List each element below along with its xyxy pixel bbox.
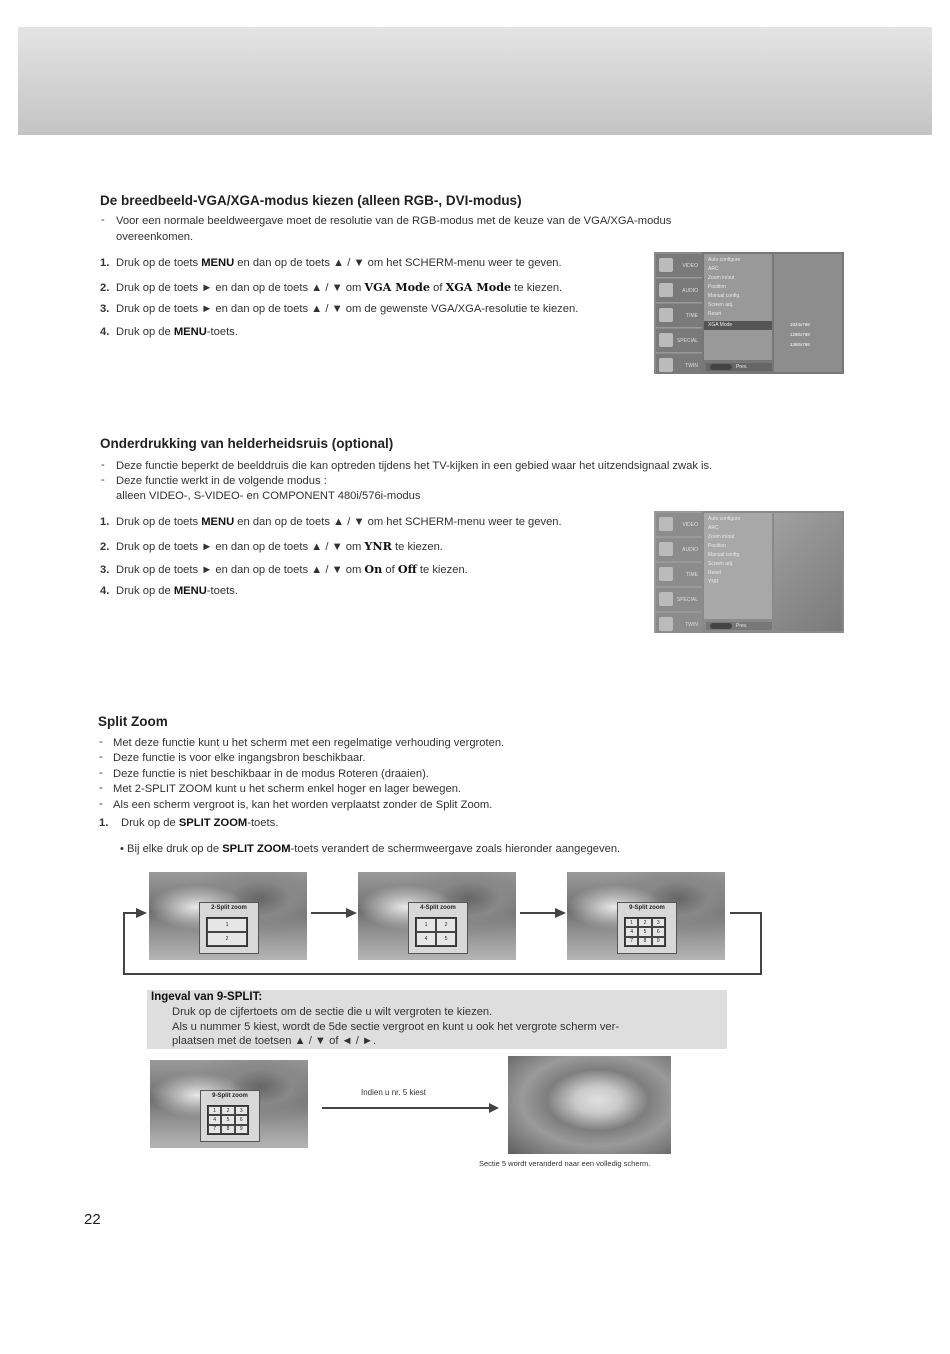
bullet-text: Deze functie beperkt de beelddruis die kan optreden tijdens het TV-kijken in een gebied waar het uitzendsignaal zwak is. bbox=[116, 460, 713, 472]
bullet-text: Met deze functie kunt u het scherm met een regelmatige verhouding vergroten. bbox=[113, 737, 505, 749]
zoomed-section-5-image bbox=[508, 1056, 671, 1154]
step-1: 1. Druk op de toets MENU en dan op de toets ▲ / ▼ om het SCHERM-menu weer te geven. bbox=[100, 257, 562, 269]
osd-panel bbox=[200, 1090, 260, 1142]
footer-label: Prev. bbox=[736, 623, 748, 629]
menu-item: Zoom in/out bbox=[708, 275, 735, 281]
bullet-text: Met 2-SPLIT ZOOM kunt u het scherm enkel hoger en lager bewegen. bbox=[113, 783, 462, 795]
dash-bullet: - bbox=[101, 214, 105, 226]
loop-line bbox=[730, 912, 762, 914]
grid-cell: 7 bbox=[625, 937, 638, 946]
split-grid bbox=[206, 917, 248, 947]
menu-tab-twin: TWIN bbox=[656, 613, 702, 633]
menu-tab-audio: AUDIO bbox=[656, 538, 702, 562]
menu-item: ARC bbox=[708, 525, 719, 531]
dash-bullet: - bbox=[99, 798, 103, 810]
special-icon bbox=[659, 592, 673, 606]
resolution-option: 1280x768 bbox=[790, 332, 810, 337]
tv-screen-4-split bbox=[358, 872, 516, 960]
nine-split-text: plaatsen met de toetsen ▲ / ▼ of ◄ / ►. bbox=[172, 1035, 377, 1047]
video-icon bbox=[659, 258, 673, 272]
section-title-noise: Onderdrukking van helderheidsruis (optional) bbox=[100, 436, 394, 451]
grid-cell: 6 bbox=[652, 927, 665, 936]
screen-menu-vga bbox=[654, 252, 844, 374]
osd-title: 4-Split zoom bbox=[420, 905, 456, 911]
step-2: 2. Druk op de toets ► en dan op de toets ▲ / ▼ om VGA Mode of XGA Mode te kiezen. bbox=[100, 280, 563, 294]
menu-item: Position bbox=[708, 543, 726, 549]
tv-screen-2-split bbox=[149, 872, 307, 960]
grid-cell: 1 bbox=[208, 1106, 221, 1115]
menu-tab-time: TIME bbox=[656, 304, 702, 328]
video-icon bbox=[659, 517, 673, 531]
dash-bullet: - bbox=[99, 782, 103, 794]
grid-cell: 7 bbox=[208, 1125, 221, 1134]
screen-menu-ynr bbox=[654, 511, 844, 633]
nine-split-text: Als u nummer 5 kiest, wordt de 5de sectie vergroot en kunt u ook het vergrote scherm ver- bbox=[172, 1021, 620, 1033]
dash-bullet: - bbox=[101, 474, 105, 486]
menu-tab-audio: AUDIO bbox=[656, 279, 702, 303]
audio-icon bbox=[659, 542, 673, 556]
osd-title: 9-Split zoom bbox=[629, 905, 665, 911]
grid-cell: 3 bbox=[235, 1106, 248, 1115]
audio-icon bbox=[659, 283, 673, 297]
grid-cell: 9 bbox=[235, 1125, 248, 1134]
menu-item: Auto configure bbox=[708, 257, 741, 263]
arrow-right-icon bbox=[555, 908, 566, 918]
grid-cell: 1 bbox=[625, 918, 638, 927]
step-4: 4. Druk op de MENU-toets. bbox=[100, 326, 238, 338]
zoom-caption: Sectie 5 wordt veranderd naar een volledig scherm. bbox=[479, 1159, 651, 1168]
arrow-line bbox=[311, 912, 351, 914]
time-icon bbox=[659, 308, 673, 322]
step-3: 3. Druk op de toets ► en dan op de toets ▲ / ▼ om de gewenste VGA/XGA-resolutie te kiezen. bbox=[100, 303, 579, 315]
split-zoom-sub-note: • Bij elke druk op de SPLIT ZOOM-toets verandert de schermweergave zoals hieronder aangegeven. bbox=[120, 843, 621, 855]
osd-title: 2-Split zoom bbox=[211, 905, 247, 911]
step-1: 1. Druk op de toets MENU en dan op de toets ▲ / ▼ om het SCHERM-menu weer te geven. bbox=[100, 516, 562, 528]
tv-screen-9-split-example bbox=[150, 1060, 308, 1148]
twin-icon bbox=[659, 617, 673, 631]
special-icon bbox=[659, 333, 673, 347]
nine-split-title: Ingeval van 9-SPLIT: bbox=[151, 991, 263, 1003]
grid-cell: 3 bbox=[652, 918, 665, 927]
bullet-text: Deze functie werkt in de volgende modus : bbox=[116, 475, 327, 487]
grid-cell: 8 bbox=[221, 1125, 234, 1134]
menu-submenu-panel bbox=[774, 254, 842, 372]
step-3: 3. Druk op de toets ► en dan op de toets ▲ / ▼ om On of Off te kiezen. bbox=[100, 562, 468, 576]
intro-text: Voor een normale beeldweergave moet de resolutie van de RGB-modus met de keuze van de VGA/XGA-modus bbox=[116, 215, 672, 227]
split-grid bbox=[415, 917, 457, 947]
grid-cell: 9 bbox=[652, 937, 665, 946]
menu-tab-special: SPECIAL bbox=[656, 329, 702, 353]
grid-cell: 6 bbox=[235, 1115, 248, 1124]
menu-item: YNR bbox=[708, 579, 719, 585]
dash-bullet: - bbox=[101, 459, 105, 471]
dash-bullet: - bbox=[99, 751, 103, 763]
menu-item: Manual config. bbox=[708, 293, 741, 299]
arrow-right-icon bbox=[136, 908, 147, 918]
osd-panel bbox=[199, 902, 259, 954]
bullet-text: Deze functie is voor elke ingangsbron beschikbaar. bbox=[113, 752, 366, 764]
menu-tab-twin: TWIN bbox=[656, 354, 702, 374]
grid-cell: 4 bbox=[208, 1115, 221, 1124]
menu-item: Position bbox=[708, 284, 726, 290]
grid-cell: 5 bbox=[638, 927, 651, 936]
grid-cell: 4 bbox=[416, 932, 436, 946]
prev-pill bbox=[710, 364, 732, 370]
menu-footer bbox=[706, 363, 772, 371]
arrow-line bbox=[520, 912, 560, 914]
intro-text-cont: overeenkomen. bbox=[116, 231, 194, 243]
menu-item: Auto configure bbox=[708, 516, 741, 522]
menu-tab-special: SPECIAL bbox=[656, 588, 702, 612]
resolution-option: 1360x768 bbox=[790, 342, 810, 347]
loop-line bbox=[123, 912, 125, 975]
bullet-text: Als een scherm vergroot is, kan het worden verplaatst zonder de Split Zoom. bbox=[113, 799, 493, 811]
arrow-right-icon bbox=[346, 908, 357, 918]
section-title-split-zoom: Split Zoom bbox=[98, 714, 168, 729]
menu-item: Screen adj. bbox=[708, 302, 734, 308]
menu-item-selected: XGA Mode bbox=[708, 322, 733, 328]
split-zoom-step-1: 1. Druk op de SPLIT ZOOM-toets. bbox=[99, 817, 279, 829]
bullet-text-cont: alleen VIDEO-, S-VIDEO- en COMPONENT 480i/576i-modus bbox=[116, 490, 421, 502]
dash-bullet: - bbox=[99, 736, 103, 748]
header-band bbox=[18, 27, 932, 135]
loop-line bbox=[760, 912, 762, 975]
footer-label: Prev. bbox=[736, 364, 748, 370]
menu-item: ARC bbox=[708, 266, 719, 272]
loop-line bbox=[123, 973, 762, 975]
time-icon bbox=[659, 567, 673, 581]
grid-cell: 1 bbox=[416, 918, 436, 932]
grid-cell: 5 bbox=[436, 932, 456, 946]
osd-title: 9-Split zoom bbox=[212, 1093, 248, 1099]
section-title-vga-xga: De breedbeeld-VGA/XGA-modus kiezen (alleen RGB-, DVI-modus) bbox=[100, 193, 522, 208]
twin-icon bbox=[659, 358, 673, 372]
menu-item: Screen adj. bbox=[708, 561, 734, 567]
menu-submenu-panel bbox=[774, 513, 842, 631]
grid-cell: 2 bbox=[436, 918, 456, 932]
bullet-text: Deze functie is niet beschikbaar in de modus Roteren (draaien). bbox=[113, 768, 429, 780]
menu-tab-video: VIDEO bbox=[656, 254, 702, 278]
tv-screen-9-split bbox=[567, 872, 725, 960]
split-grid bbox=[207, 1105, 249, 1135]
page-number: 22 bbox=[84, 1211, 101, 1228]
menu-items-panel bbox=[704, 254, 772, 360]
example-arrow-label: Indien u nr. 5 kiest bbox=[361, 1088, 426, 1097]
menu-item: Reset bbox=[708, 311, 722, 317]
grid-cell: 2 bbox=[221, 1106, 234, 1115]
grid-cell: 8 bbox=[638, 937, 651, 946]
resolution-option: 1024x768 bbox=[790, 322, 810, 327]
arrow-line bbox=[322, 1107, 492, 1109]
menu-tab-time: TIME bbox=[656, 563, 702, 587]
grid-cell: 5 bbox=[221, 1115, 234, 1124]
osd-panel bbox=[408, 902, 468, 954]
grid-cell: 4 bbox=[625, 927, 638, 936]
menu-item: Manual config. bbox=[708, 552, 741, 558]
split-grid bbox=[624, 917, 666, 947]
menu-item: Zoom in/out bbox=[708, 534, 735, 540]
prev-pill bbox=[710, 623, 732, 629]
step-2: 2. Druk op de toets ► en dan op de toets ▲ / ▼ om YNR te kiezen. bbox=[100, 539, 443, 553]
arrow-right-icon bbox=[489, 1103, 499, 1113]
dash-bullet: - bbox=[99, 767, 103, 779]
menu-items-panel bbox=[704, 513, 772, 619]
osd-panel bbox=[617, 902, 677, 954]
step-4: 4. Druk op de MENU-toets. bbox=[100, 585, 238, 597]
nine-split-text: Druk op de cijfertoets om de sectie die u wilt vergroten te kiezen. bbox=[172, 1006, 493, 1018]
menu-tab-video: VIDEO bbox=[656, 513, 702, 537]
grid-cell: 2 bbox=[207, 932, 247, 946]
menu-footer bbox=[706, 622, 772, 630]
grid-cell: 1 bbox=[207, 918, 247, 932]
menu-item: Reset bbox=[708, 570, 722, 576]
grid-cell: 2 bbox=[638, 918, 651, 927]
